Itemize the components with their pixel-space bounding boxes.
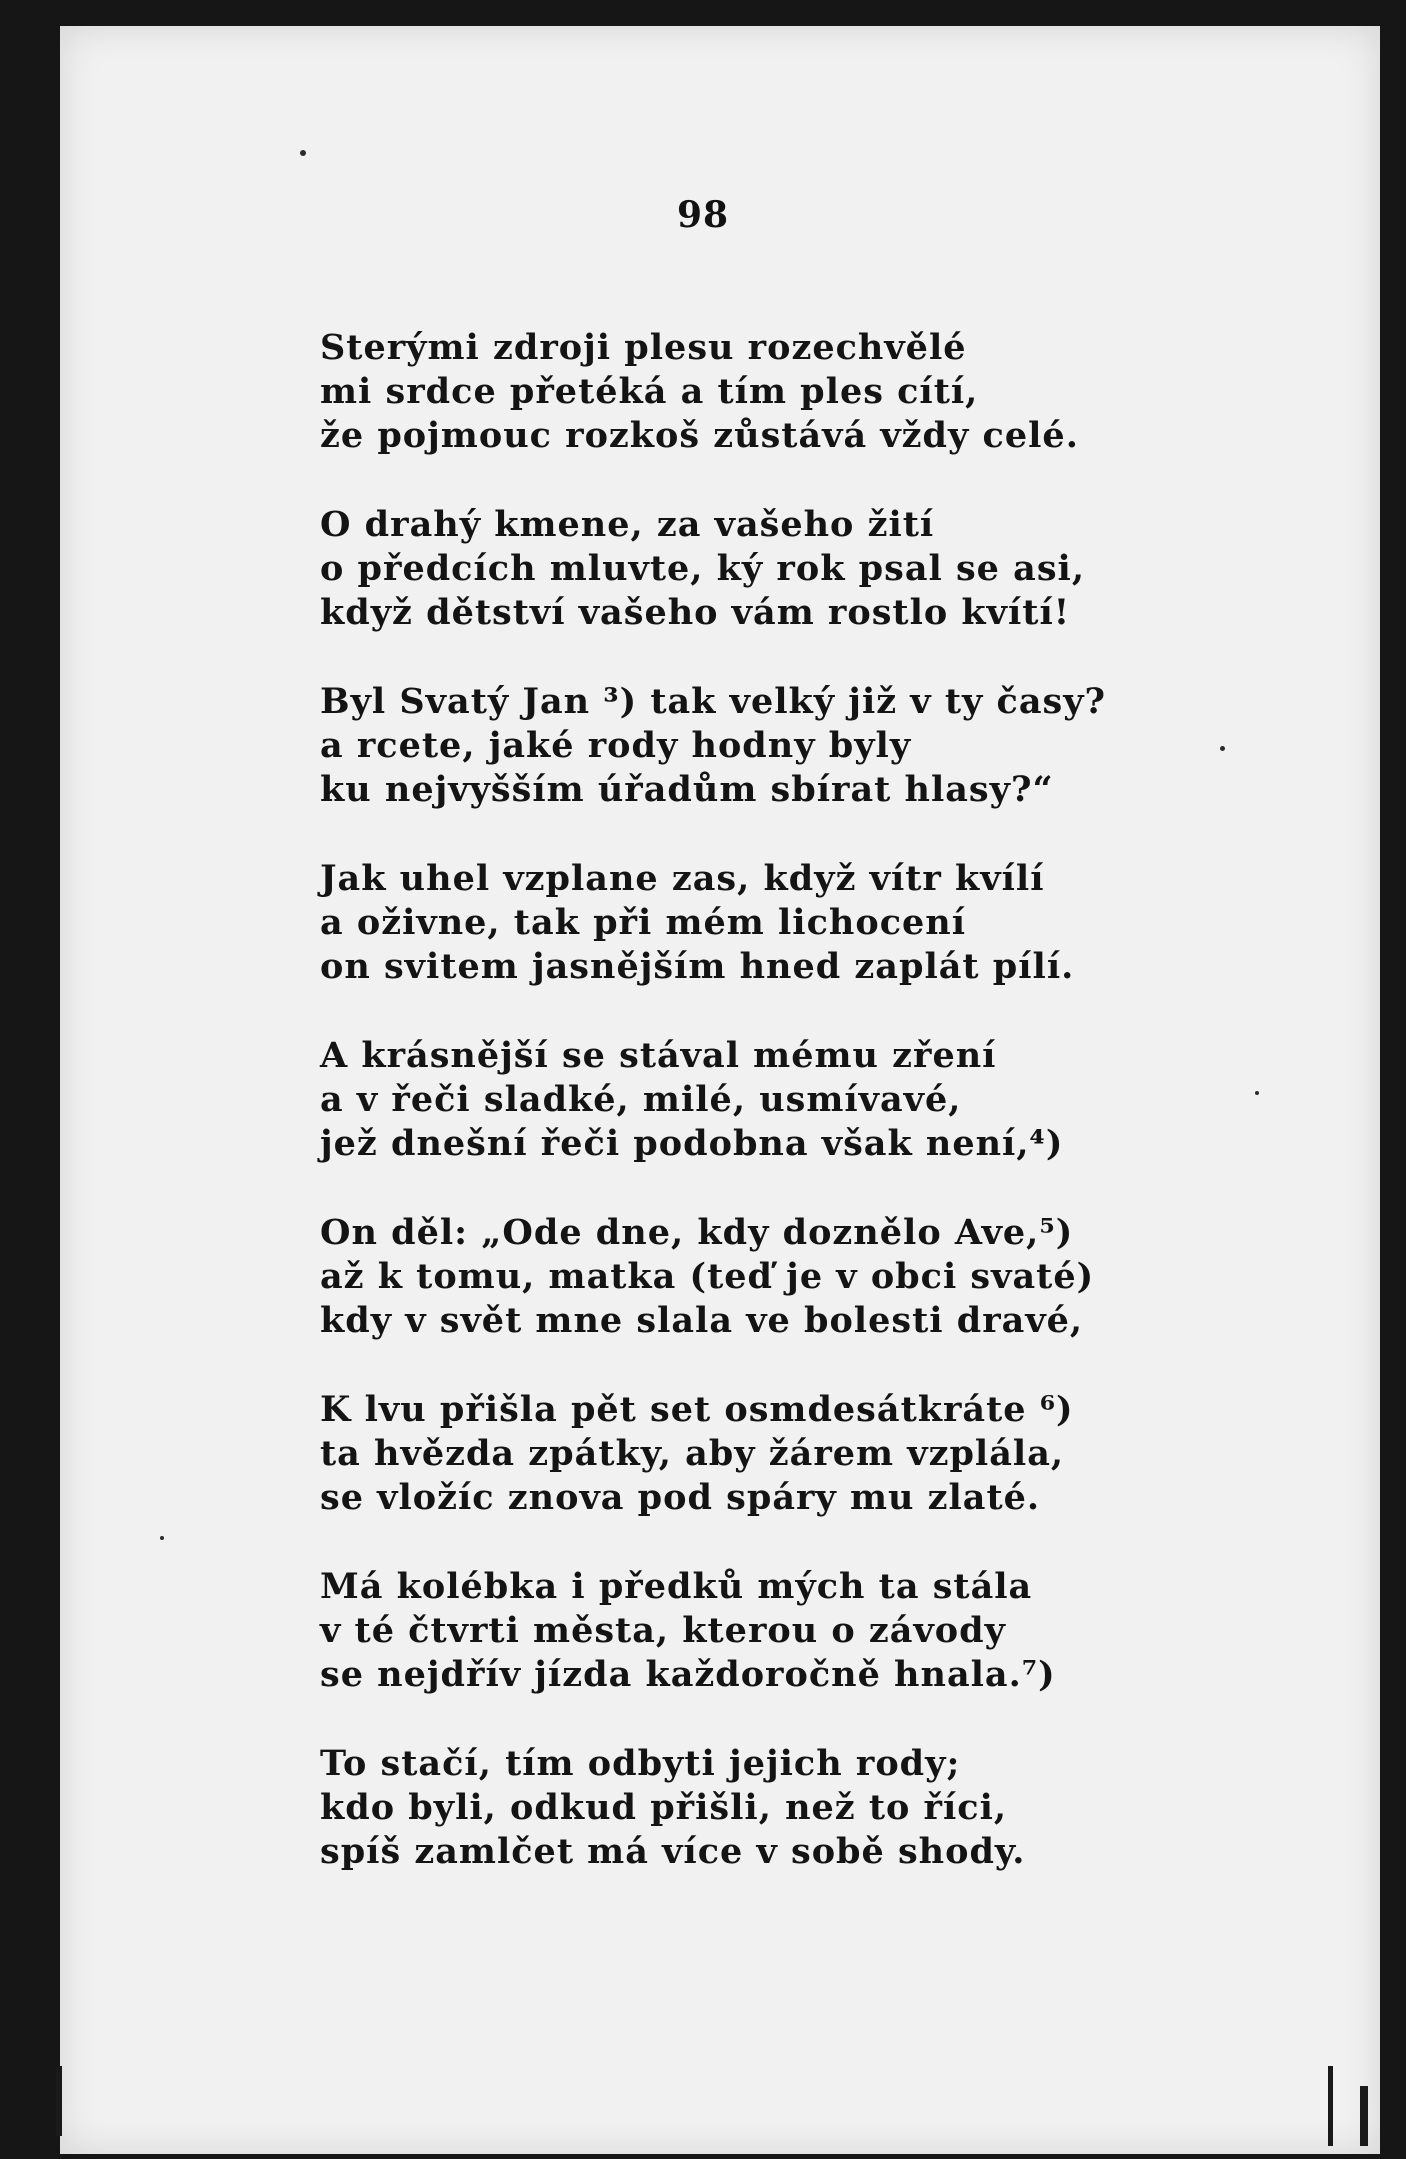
page-edge-mark (1360, 2086, 1368, 2146)
stanza (320, 857, 1170, 989)
verse-line: o předcích mluvte, ký rok psal se asi, (320, 548, 1086, 589)
verse-line: To stačí, tím odbyti jejich rody; (320, 1743, 961, 1784)
verse-line: kdy v svět mne slala ve bolesti dravé, (320, 1300, 1084, 1341)
paper-speck (160, 1536, 164, 1540)
verse-line: Má kolébka i předků mých ta stála (320, 1566, 1033, 1607)
stanza (320, 1211, 1170, 1343)
verse-line: ku nejvyšším úřadům sbírat hlasy?“ (320, 769, 1054, 810)
verse-line: v té čtvrti města, kterou o závody (320, 1610, 1006, 1651)
verse-line: K lvu přišla pět set osmdesátkráte ⁶) (320, 1389, 1074, 1430)
verse-line: jež dnešní řeči podobna však není,⁴) (320, 1123, 1064, 1164)
stanza (320, 1742, 1170, 1874)
verse-line: se vložíc znova pod spáry mu zlaté. (320, 1477, 1041, 1518)
verse-line: spíš zamlčet má více v sobě shody. (320, 1831, 1026, 1872)
stanza (320, 1565, 1170, 1697)
page-edge-mark (1328, 2066, 1333, 2146)
verse-line: a oživne, tak při mém lichocení (320, 902, 967, 943)
verse-line: mi srdce přetéká a tím ples cítí, (320, 371, 979, 412)
stanza (320, 503, 1170, 635)
verse-line: že pojmouc rozkoš zůstává vždy celé. (320, 415, 1079, 456)
verse-line: až k tomu, matka (teď je v obci svaté) (320, 1256, 1095, 1297)
verse-line: když dětství vašeho vám rostlo kvítí! (320, 592, 1071, 633)
verse-line: on svitem jasnějším hned zaplát pílí. (320, 946, 1075, 987)
verse-line: Byl Svatý Jan ³) tak velký již v ty časy? (320, 681, 1107, 722)
paper-speck (1220, 746, 1225, 751)
verse-line: Sterými zdroji plesu rozechvělé (320, 327, 967, 368)
paper-speck (300, 150, 306, 156)
stanza (320, 680, 1170, 812)
poem-text (320, 326, 1170, 1919)
verse-line: ta hvězda zpátky, aby žárem vzplála, (320, 1433, 1065, 1474)
verse-line: A krásnější se stával mému zření (320, 1035, 997, 1076)
verse-line: a rcete, jaké rody hodny byly (320, 725, 912, 766)
verse-line: Jak uhel vzplane zas, když vítr kvílí (320, 858, 1045, 899)
verse-line: se nejdřív jízda každoročně hnala.⁷) (320, 1654, 1056, 1695)
stanza (320, 326, 1170, 458)
verse-line: On děl: „Ode dne, kdy doznělo Ave,⁵) (320, 1212, 1074, 1253)
stanza (320, 1034, 1170, 1166)
page-edge-mark (56, 2066, 62, 2136)
stanza (320, 1388, 1170, 1520)
verse-line: O drahý kmene, za vašeho žití (320, 504, 935, 545)
paper-speck (1255, 1091, 1259, 1095)
page-number: 98 (676, 194, 730, 236)
verse-line: kdo byli, odkud přišli, než to říci, (320, 1787, 1008, 1828)
verse-line: a v řeči sladké, milé, usmívavé, (320, 1079, 962, 1120)
